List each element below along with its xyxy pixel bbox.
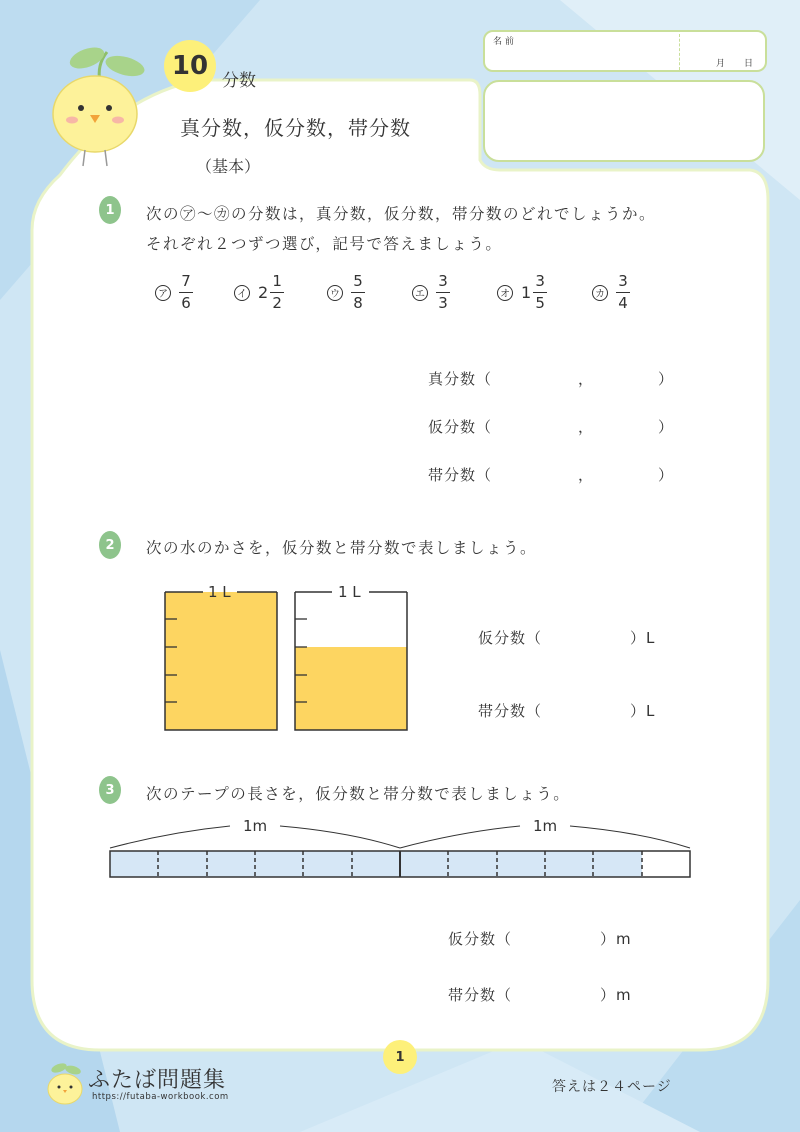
choice-ka-numerator: 3 [618, 272, 628, 290]
question-2-badge: 2 [99, 531, 121, 559]
beaker-2-water [295, 647, 407, 730]
choice-i [234, 274, 284, 311]
page-number-badge: 1 [383, 1040, 417, 1074]
choice-a-fraction [179, 274, 193, 311]
tape-label-2: 1m [533, 817, 558, 835]
choice-o-denominator: 5 [535, 294, 545, 312]
choice-e-mark: エ [412, 285, 428, 301]
choice-u [327, 274, 365, 311]
q1-answer-proper[interactable] [428, 368, 678, 388]
unit-number-badge: 10 [164, 40, 216, 92]
question-1-text-line2: それぞれ２つずつ選び，記号で答えましょう。 [146, 235, 503, 253]
q3-answer-mixed[interactable] [448, 984, 648, 1004]
beaker-2-label: 1 L [338, 583, 361, 601]
choice-o-mark: オ [497, 285, 513, 301]
q3-answer-improper-close: ）m [600, 930, 632, 948]
choice-i-mark: イ [234, 285, 250, 301]
name-divider [679, 34, 680, 70]
beaker-2 [295, 583, 407, 730]
choice-i-whole: 2 [258, 283, 269, 302]
q1-answer-mixed-label: 帯分数（ [428, 466, 493, 484]
q1-answer-proper-label: 真分数（ [428, 370, 493, 388]
choice-e-fraction [436, 274, 450, 311]
q1-answer-improper-sep: ， [578, 418, 595, 436]
q1-answer-mixed[interactable] [428, 464, 678, 484]
question-1-badge: 1 [99, 196, 121, 224]
q2-answer-mixed[interactable] [478, 700, 658, 720]
choice-o-fraction [533, 274, 547, 311]
tape-label-1: 1m [243, 817, 268, 835]
q1-answer-improper-close: ） [658, 418, 675, 436]
q1-answer-improper[interactable] [428, 416, 678, 436]
q2-answer-mixed-close: ）L [630, 702, 656, 720]
beaker-1 [165, 583, 277, 730]
choice-u-denominator: 8 [353, 294, 363, 312]
choice-i-fraction [270, 274, 284, 311]
score-field[interactable] [483, 80, 765, 162]
question-3-badge: 3 [99, 776, 121, 804]
q1-answer-mixed-close: ） [658, 466, 675, 484]
choice-e [412, 274, 450, 311]
choice-ka-fraction [616, 274, 630, 311]
q1-answer-proper-close: ） [658, 370, 675, 388]
choice-a-numerator: 7 [181, 272, 191, 290]
choice-ka-denominator: 4 [618, 294, 628, 312]
month-label: 月 [716, 59, 726, 69]
q2-answer-mixed-label: 帯分数（ [478, 702, 543, 720]
q1-answer-improper-label: 仮分数（ [428, 418, 493, 436]
q1-answer-proper-sep: ， [578, 370, 595, 388]
choice-u-mark: ウ [327, 285, 343, 301]
answer-reference: 答えは２４ページ [552, 1079, 672, 1095]
choice-u-numerator: 5 [353, 272, 363, 290]
beaker-1-label: 1 L [208, 583, 231, 601]
brand-name: ふたば問題集 [88, 1068, 227, 1093]
q3-answer-improper[interactable] [448, 928, 648, 948]
choice-e-denominator: 3 [438, 294, 448, 312]
brand-url[interactable]: https://futaba-workbook.com [92, 1092, 229, 1102]
chick-mascot-icon [45, 42, 155, 172]
content-card [32, 80, 768, 1050]
name-label: 名 前 [493, 37, 514, 47]
choice-a-denominator: 6 [181, 294, 191, 312]
choice-e-numerator: 3 [438, 272, 448, 290]
question-3-text: 次のテープの長さを，仮分数と帯分数で表しましょう。 [146, 785, 571, 803]
choice-o-numerator: 3 [535, 272, 545, 290]
tape-filled [110, 851, 642, 877]
beaker-1-water [165, 592, 277, 730]
choice-i-numerator: 1 [272, 272, 282, 290]
unit-topic: 分数 [222, 71, 256, 91]
q2-answer-improper[interactable] [478, 627, 658, 647]
q2-answer-improper-label: 仮分数（ [478, 629, 543, 647]
question-1-text-line1: 次の㋐〜㋕の分数は，真分数，仮分数，帯分数のどれでしょうか。 [146, 205, 657, 223]
beaker-figure [155, 575, 420, 740]
q2-answer-improper-close: ）L [630, 629, 656, 647]
choice-o-whole: 1 [521, 283, 532, 302]
brand-chick-icon [44, 1062, 86, 1106]
q3-answer-improper-label: 仮分数（ [448, 930, 513, 948]
choice-o [497, 274, 547, 311]
choice-a-mark: ア [155, 285, 171, 301]
choice-u-fraction [351, 274, 365, 311]
name-field[interactable] [483, 30, 767, 72]
question-2-text: 次の水のかさを，仮分数と帯分数で表しましょう。 [146, 539, 538, 557]
day-label: 日 [744, 59, 754, 69]
tape-figure [100, 810, 700, 885]
choice-i-denominator: 2 [272, 294, 282, 312]
q3-answer-mixed-label: 帯分数（ [448, 986, 513, 1004]
q3-answer-mixed-close: ）m [600, 986, 632, 1004]
page-subtitle: （基本） [196, 157, 261, 176]
choice-a [155, 274, 193, 311]
page-title: 真分数，仮分数，帯分数 [180, 116, 411, 140]
choice-ka-mark: カ [592, 285, 608, 301]
q1-answer-mixed-sep: ， [578, 466, 595, 484]
choice-ka [592, 274, 630, 311]
